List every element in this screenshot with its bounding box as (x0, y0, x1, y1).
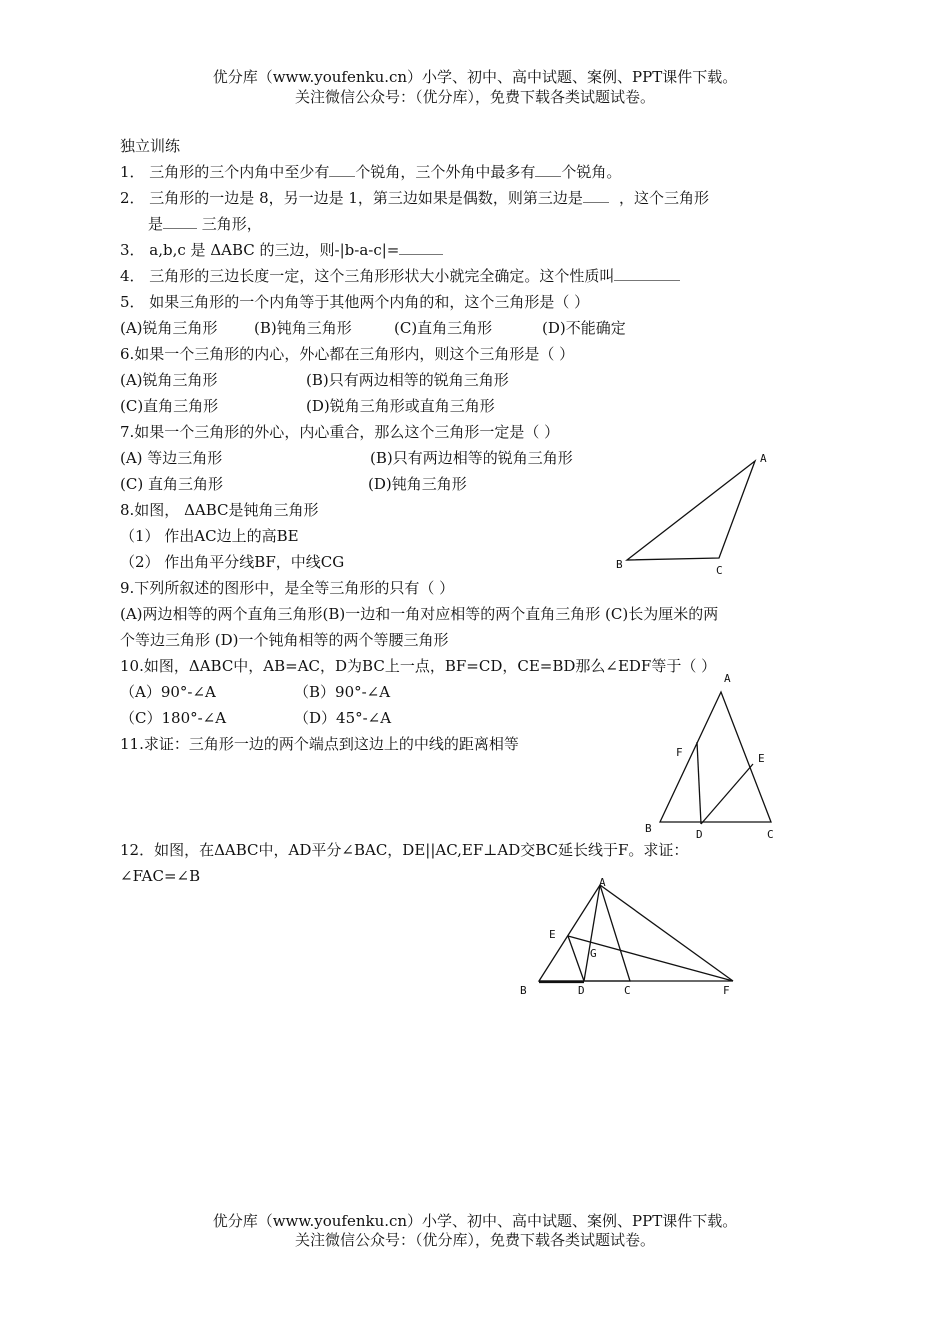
q10-option-b[interactable]: （B）90°-∠A (294, 683, 391, 701)
label-g: G (590, 947, 597, 960)
q6-option-c[interactable]: (C)直角三角形 (120, 397, 219, 415)
question-9: 9.下列所叙述的图形中，是全等三角形的只有（ ） (120, 579, 455, 597)
label-a: A (599, 876, 606, 889)
label-a: A (760, 452, 767, 465)
label-b: B (520, 984, 527, 997)
question-6: 6.如果一个三角形的内心，外心都在三角形内，则这个三角形是（ ） (120, 345, 575, 363)
segment-af (600, 885, 733, 981)
question-9-line-3: 个等边三角形 (D)一个钝角相等的两个等腰三角形 (120, 631, 449, 649)
q5-option-c[interactable]: (C)直角三角形 (394, 319, 493, 337)
q7-option-d[interactable]: (D)钝角三角形 (368, 475, 467, 493)
question-4: 4． 三角形的三边长度一定，这个三角形形状大小就完全确定。这个性质叫 (120, 266, 680, 286)
q6-option-b[interactable]: (B)只有两边相等的锐角三角形 (306, 371, 509, 389)
section-title: 独立训练 (120, 137, 181, 155)
blank[interactable] (399, 244, 443, 255)
question-2: 2． 三角形的一边是 8，另一边是 1，第三边如果是偶数，则第三边是 ，这个三角形 (120, 189, 709, 207)
question-5: 5． 如果三角形的一个内角等于其他两个内角的和，这个三角形是（ ） (120, 293, 590, 311)
label-c: C (767, 828, 774, 841)
q6-option-a[interactable]: (A)锐角三角形 (120, 371, 218, 389)
q7-option-c[interactable]: (C) 直角三角形 (120, 475, 223, 493)
q10-option-c[interactable]: （C）180°-∠A (120, 709, 227, 727)
blank[interactable] (535, 166, 561, 177)
q7-option-b[interactable]: (B)只有两边相等的锐角三角形 (370, 449, 573, 467)
label-a: A (724, 672, 731, 685)
question-8: 8.如图， ΔABC是钝角三角形 (120, 501, 319, 519)
header-line-2: 关注微信公众号：（优分库），免费下载各类试题试卷。 (294, 88, 655, 106)
q6-option-d[interactable]: (D)锐角三角形或直角三角形 (306, 397, 495, 415)
label-b: B (616, 558, 623, 571)
question-12-line-2: ∠FAC=∠B (120, 867, 201, 885)
q5-option-b[interactable]: (B)钝角三角形 (254, 319, 352, 337)
label-e: E (549, 928, 556, 941)
footer-line-2: 关注微信公众号：（优分库），免费下载各类试题试卷。 (294, 1231, 655, 1249)
label-d: D (578, 984, 585, 997)
question-1: 1． 三角形的三个内角中至少有 个锐角，三个外角中最多有 个锐角。 (120, 163, 622, 181)
triangle-abc (627, 461, 755, 560)
figure-q8-triangle (610, 450, 780, 580)
label-c: C (716, 564, 723, 577)
label-f: F (676, 746, 683, 759)
segment-ad (584, 885, 600, 981)
q10-option-a[interactable]: （A）90°-∠A (120, 683, 216, 701)
q5-option-a[interactable]: (A)锐角三角形 (120, 319, 218, 337)
segment-de (568, 936, 584, 981)
label-e: E (758, 752, 765, 765)
q10-option-d[interactable]: （D）45°-∠A (294, 709, 392, 727)
label-d: D (696, 828, 703, 841)
question-11: 11.求证：三角形一边的两个端点到这边上的中线的距离相等 (120, 735, 519, 753)
figure-q12-triangle (510, 870, 760, 1000)
q5-option-d[interactable]: (D)不能确定 (542, 319, 626, 337)
blank[interactable] (163, 218, 197, 229)
question-10: 10.如图，ΔABC中，AB=AC，D为BC上一点，BF=CD，CE=BD那么∠EDF等于（ ） (120, 657, 717, 675)
segment-fd (697, 742, 701, 824)
header-line-1: 优分库（www.youfenku.cn）小学、初中、高中试题、案例、PPT课件下载。 (212, 68, 738, 86)
blank[interactable] (614, 270, 680, 281)
question-12: 12．如图，在ΔABC中，AD平分∠BAC，DE||AC,EF⊥AD交BC延长线于F。求证： (120, 841, 689, 859)
label-c: C (624, 984, 631, 997)
question-3: 3． a,b,c 是 ΔABC 的三边，则-|b-a-c|= (120, 240, 443, 260)
segment-de (701, 764, 753, 824)
blank[interactable] (329, 166, 355, 177)
figure-q10-triangle (640, 668, 790, 844)
label-b: B (645, 822, 652, 835)
question-8-part-2: （2） 作出角平分线BF，中线CG (120, 553, 345, 571)
blank[interactable] (583, 192, 609, 203)
label-f: F (723, 984, 730, 997)
question-9-line-2: (A)两边相等的两个直角三角形(B)一边和一角对应相等的两个直角三角形 (C)长为厘米的两 (120, 605, 719, 623)
q7-option-a[interactable]: (A) 等边三角形 (120, 449, 223, 467)
question-8-part-1: （1） 作出AC边上的高BE (120, 527, 299, 545)
question-7: 7.如果一个三角形的外心，内心重合，那么这个三角形一定是（ ） (120, 423, 560, 441)
question-2-cont: 是 三角形， (148, 215, 262, 233)
footer-line-1: 优分库（www.youfenku.cn）小学、初中、高中试题、案例、PPT课件下载。 (212, 1212, 738, 1230)
